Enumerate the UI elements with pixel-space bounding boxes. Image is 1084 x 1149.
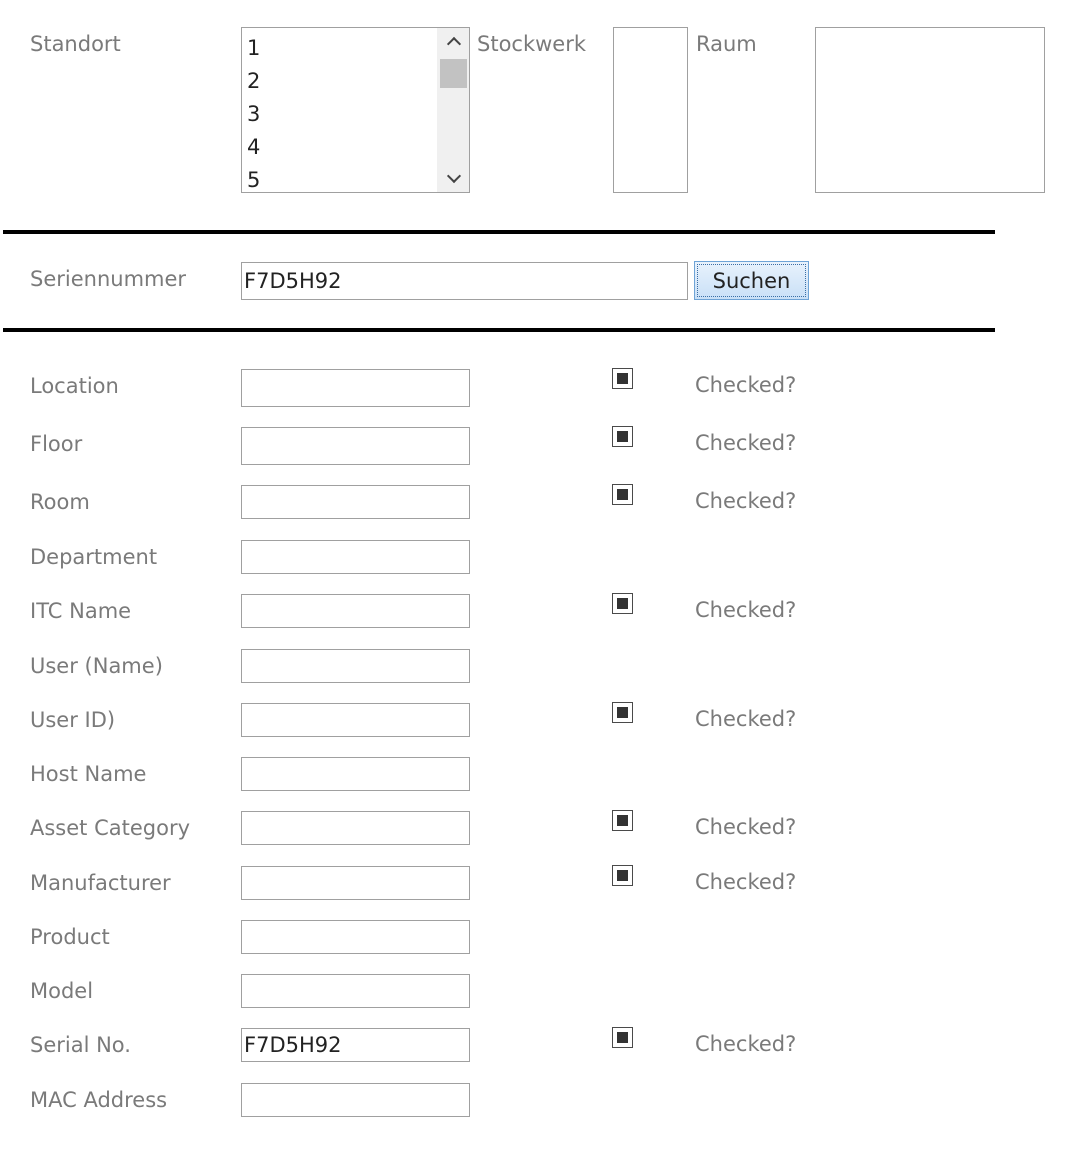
department-field[interactable] [241,540,470,574]
asset-category-checkbox[interactable] [612,810,633,831]
asset-category-field[interactable] [241,811,470,845]
floor-label: Floor [30,432,83,456]
standort-label: Standort [30,32,121,56]
serial-no-checked-label: Checked? [695,1032,797,1056]
chevron-up-icon [446,37,460,51]
mac-address-field[interactable] [241,1083,470,1117]
chevron-down-icon [446,169,460,183]
standort-item-5[interactable]: 5 [247,168,261,192]
floor-field[interactable] [241,427,470,465]
bottom-divider [3,328,995,332]
user-id-label: User ID) [30,708,116,732]
room-field[interactable] [241,485,470,519]
user-id-checked-label: Checked? [695,707,797,731]
standort-list-items [246,32,437,193]
stockwerk-label: Stockwerk [477,32,587,56]
location-field[interactable] [241,369,470,407]
user-name-label: User (Name) [30,654,163,678]
itc-name-label: ITC Name [30,599,132,623]
serial-no-field[interactable]: F7D5H92 [241,1028,470,1062]
model-field[interactable] [241,974,470,1008]
user-id-checkbox[interactable] [612,702,633,723]
raum-label: Raum [696,32,757,56]
manufacturer-checked-label: Checked? [695,870,797,894]
floor-checkbox[interactable] [612,426,633,447]
standort-item-2[interactable]: 2 [247,69,261,93]
scroll-up-button[interactable] [438,28,469,56]
scroll-down-button[interactable] [438,164,469,192]
user-id-field[interactable] [241,703,470,737]
standort-item-3[interactable]: 3 [247,102,261,126]
product-label: Product [30,925,110,949]
room-label: Room [30,490,90,514]
seriennummer-input[interactable]: F7D5H92 [241,262,688,300]
model-label: Model [30,979,94,1003]
stockwerk-listbox[interactable] [613,27,688,193]
product-field[interactable] [241,920,470,954]
manufacturer-checkbox[interactable] [612,865,633,886]
location-checkbox[interactable] [612,368,633,389]
asset-category-label: Asset Category [30,816,191,840]
manufacturer-label: Manufacturer [30,871,171,895]
user-name-field[interactable] [241,649,470,683]
standort-scrollbar[interactable] [437,28,469,192]
location-checked-label: Checked? [695,373,797,397]
standort-item-4[interactable]: 4 [247,135,261,159]
seriennummer-label: Seriennummer [30,267,187,291]
itc-name-field[interactable] [241,594,470,628]
manufacturer-field[interactable] [241,866,470,900]
host-name-label: Host Name [30,762,147,786]
floor-checked-label: Checked? [695,431,797,455]
standort-item-1[interactable]: 1 [247,36,261,60]
itc-name-checkbox[interactable] [612,593,633,614]
standort-listbox[interactable] [241,27,470,193]
top-divider [3,230,995,234]
suchen-button[interactable]: Suchen [694,261,809,300]
mac-address-label: MAC Address [30,1088,168,1112]
raum-listbox[interactable] [815,27,1045,193]
scroll-thumb[interactable] [440,59,467,88]
serial-no-label: Serial No. [30,1033,131,1057]
asset-category-checked-label: Checked? [695,815,797,839]
serial-no-checkbox[interactable] [612,1027,633,1048]
department-label: Department [30,545,158,569]
location-label: Location [30,374,119,398]
host-name-field[interactable] [241,757,470,791]
room-checked-label: Checked? [695,489,797,513]
room-checkbox[interactable] [612,484,633,505]
itc-name-checked-label: Checked? [695,598,797,622]
